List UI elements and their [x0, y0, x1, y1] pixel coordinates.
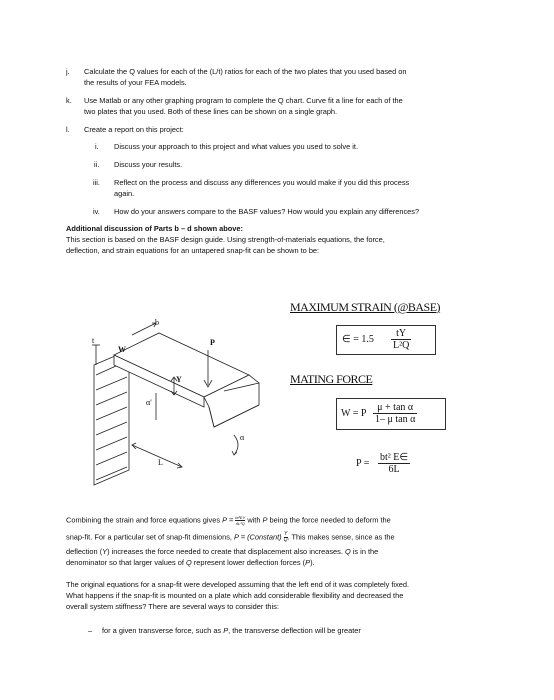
item-l-text: Create a report on this project: — [84, 125, 184, 134]
item-j-line2: the results of your FEA models. — [84, 78, 187, 87]
text-span: , the transverse deflection will be greater — [228, 626, 361, 635]
discussion-line7: overall system stiffness? There are several ways to consider this: — [66, 602, 279, 611]
p-equation — [356, 450, 446, 478]
formula-span: P = — [222, 515, 234, 525]
text-span: deflection ( — [66, 547, 103, 556]
p-lhs: P = — [356, 458, 370, 469]
text-span: snap-fit. For a particular set of snap-fit dimensions, — [66, 532, 232, 542]
section-line2: deflection, and strain equations for an untapered snap-fit can be shown to be: — [66, 246, 320, 255]
label-w: W — [118, 345, 126, 354]
inline-fraction-num: bt³EY — [235, 515, 246, 520]
snap-fit-diagram — [84, 295, 284, 495]
strain-lhs: ∈ = 1.5 — [342, 334, 374, 345]
item-j-line1: Calculate the Q values for each of the (L/t) ratios for each of the two plates that you used based on — [84, 67, 407, 76]
subitem-marker: i. — [95, 142, 99, 151]
item-k-marker: k. — [66, 96, 72, 105]
label-alpha: α — [240, 433, 245, 442]
strain-denominator: L²Q — [393, 340, 410, 351]
label-l: L — [158, 458, 163, 467]
p-numerator: bt² E∈ — [380, 452, 409, 463]
strain-numerator: tY — [391, 328, 411, 340]
section-heading: Additional discussion of Parts b – d shown above: — [66, 224, 243, 233]
text-span: is in the — [352, 547, 379, 556]
text-span: represent lower deflection forces ( — [193, 558, 306, 567]
subitem-text: Reflect on the process and discuss any differences you would make if you did this process — [114, 178, 410, 187]
label-y: Y — [176, 375, 182, 384]
subitem-text: Discuss your approach to this project and what values you used to solve it. — [114, 142, 359, 151]
p-fraction — [378, 452, 410, 475]
inline-fraction-num: Y — [283, 531, 288, 537]
subitem-text-cont: again. — [114, 189, 135, 198]
subitem-text: How do your answers compare to the BASF values? How would you explain any differences? — [114, 207, 420, 216]
discussion-line2 — [66, 532, 395, 543]
text-span: being the force needed to deform the — [269, 515, 391, 525]
section-line1: This section is based on the BASF design guide. Using strength-of-materials equations, the force, — [66, 235, 385, 244]
var-span: Y — [102, 547, 108, 556]
var-span: P — [223, 626, 229, 635]
var-span: Q — [185, 558, 192, 567]
var-span: Q — [344, 547, 351, 556]
discussion-line3 — [66, 547, 378, 557]
force-title: MATING FORCE — [290, 372, 373, 386]
w-lhs: W = P — [341, 408, 367, 419]
bullet-marker: – — [88, 626, 93, 635]
formula-span: P = (Constant) — [234, 532, 282, 542]
label-b: b — [155, 318, 159, 327]
w-numerator: μ + tan α — [373, 402, 417, 414]
inline-fraction-den: Q — [283, 537, 288, 543]
subitem-marker: ii. — [94, 160, 100, 169]
text-span: Combining the strain and force equations gives — [66, 515, 221, 525]
text-span: ). — [310, 558, 315, 567]
discussion-line6: What happens if the snap-fit is mounted on a plate which add considerable flexibility and decreased the — [66, 591, 404, 600]
discussion-line1 — [66, 515, 391, 526]
discussion-line4 — [66, 558, 315, 568]
text-span: . This makes sense, since as the — [287, 532, 395, 542]
item-k-line2: two plates that you used. Both of these lines can be shown on a single graph. — [84, 107, 338, 116]
inline-fraction — [235, 515, 245, 526]
bullet-text — [102, 626, 361, 636]
subitem-marker: iv. — [93, 207, 100, 216]
subitem-text: Discuss your results. — [114, 160, 183, 169]
label-alpha-prime: α' — [146, 398, 152, 407]
discussion-line5: The original equations for a snap-fit were developed assuming that the left end of it was completely fixed. — [66, 580, 410, 589]
subitem-marker: iii. — [93, 178, 100, 187]
label-p: P — [210, 338, 215, 347]
w-denominator: 1– μ tan α — [375, 414, 416, 425]
w-equation-box — [336, 398, 446, 430]
strain-equation-box — [336, 325, 436, 355]
var-span: P — [262, 515, 268, 525]
item-j-marker: j. — [66, 67, 70, 76]
text-span: denominator so that larger values of — [66, 558, 184, 567]
text-span: for a given transverse force, such as — [102, 626, 222, 635]
item-l-marker: l. — [66, 125, 70, 134]
var-span: P — [305, 558, 311, 567]
inline-fraction-den: 4L³Q — [235, 521, 245, 526]
label-t: t — [92, 336, 95, 345]
text-span: ) increases the force needed to create that displacement also increases. — [107, 547, 343, 556]
p-denominator: 6L — [388, 464, 400, 475]
text-span: with — [247, 515, 261, 525]
w-fraction — [373, 402, 417, 425]
strain-title: MAXIMUM STRAIN (@BASE) — [290, 300, 441, 314]
item-k-line1: Use Matlab or any other graphing program to complete the Q chart. Curve fit a line for each of the — [84, 96, 403, 105]
strain-fraction — [391, 328, 411, 351]
